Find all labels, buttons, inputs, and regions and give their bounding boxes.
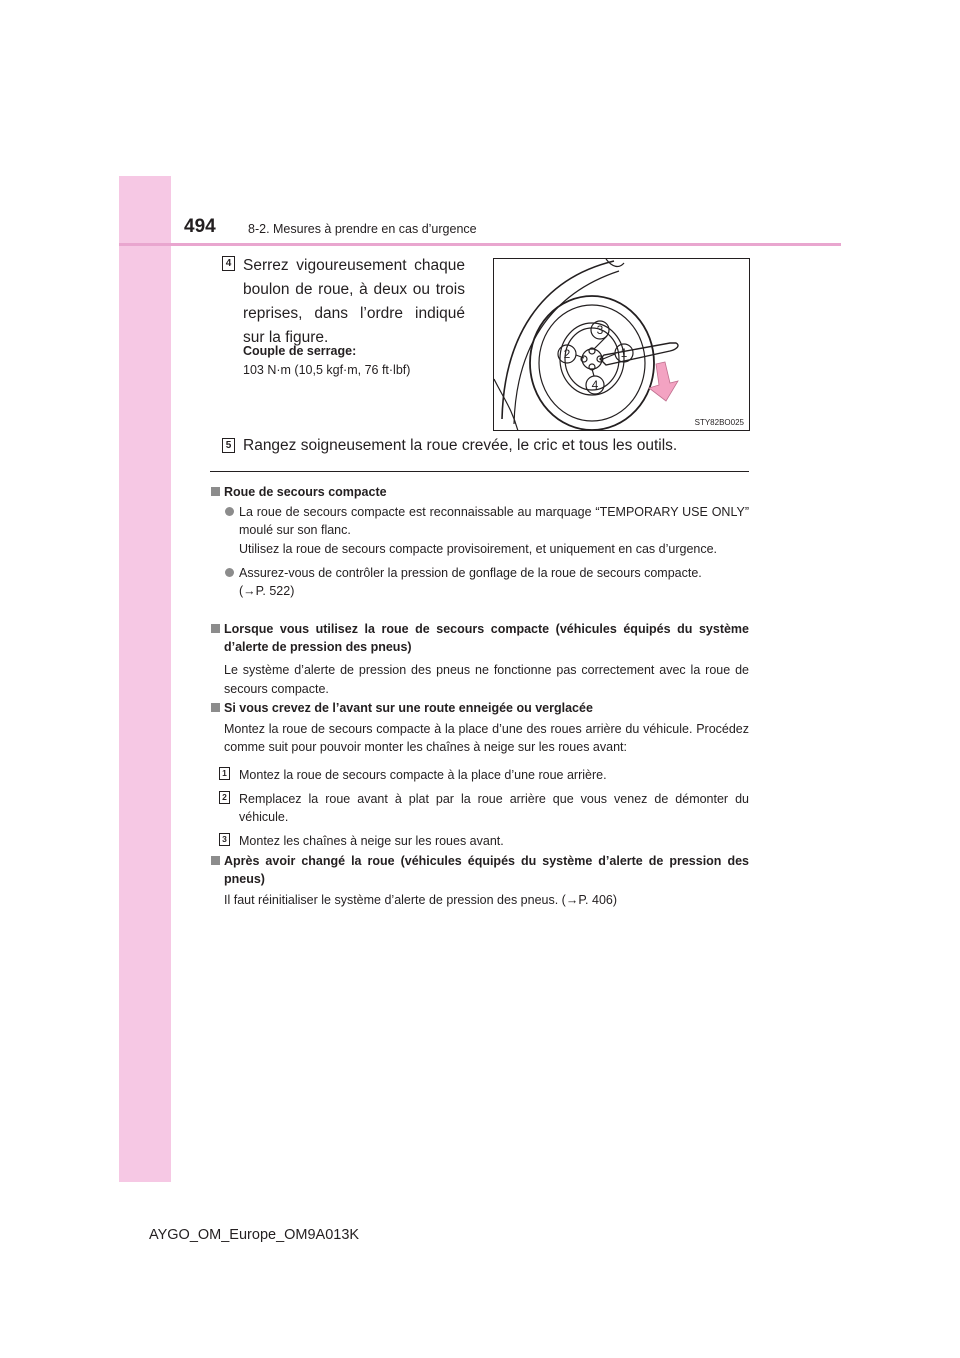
note-bullet: [210, 564, 749, 600]
torque-label: Couple de serrage:: [243, 344, 357, 358]
step-text: Montez la roue de secours compacte à la place d’une roue arrière.: [239, 767, 607, 782]
note-text: Montez la roue de secours compacte à la place d’une des roues arrière du véhicule. Procédez comme suit pour pouvoir monter les chaînes à neige sur les roues avant:: [224, 722, 749, 755]
bullet-line: Utilisez la roue de secours compacte provisoirement, et uniquement en cas d’urgence.: [239, 541, 718, 556]
figure-label-1: 1: [620, 346, 628, 360]
figure-code: STY82BO025: [694, 418, 744, 427]
document-id: AYGO_OM_Europe_OM9A013K: [149, 1227, 360, 1243]
note-text: Il faut réinitialiser le système d’alerte de pression des pneus. (→P. 406): [224, 893, 618, 908]
numbered-step: [210, 790, 749, 826]
numbered-step: [210, 832, 749, 850]
bullet-line: Assurez-vous de contrôler la pression de gonflage de la roue de secours compacte.: [239, 565, 702, 580]
step-badge-4: 4: [222, 256, 235, 271]
section-divider: [210, 471, 749, 472]
note-snow: [210, 699, 749, 850]
figure-label-2: 2: [563, 347, 571, 361]
numbered-step: [210, 766, 749, 784]
section-title: 8-2. Mesures à prendre en cas d’urgence: [248, 222, 477, 236]
step-5-text: Rangez soigneusement la roue crevée, le cric et tous les outils.: [243, 437, 678, 454]
figure-label-3: 3: [596, 323, 604, 337]
step-text: Remplacez la roue avant à plat par la roue arrière que vous venez de démonter du véhicule.: [239, 791, 749, 825]
note-bullet: [210, 503, 749, 558]
figure-label-4: 4: [591, 378, 599, 392]
note-heading: Roue de secours compacte: [210, 483, 749, 501]
step-badge-5: 5: [222, 438, 235, 453]
note-tpws: [210, 620, 749, 698]
torque-value: 103 N·m (10,5 kgf·m, 76 ft·lbf): [243, 363, 411, 377]
note-spare-tire: [210, 483, 749, 600]
note-text: Le système d’alerte de pression des pneus ne fonctionne pas correctement avec la roue de secours compacte.: [224, 663, 749, 696]
note-heading: Après avoir changé la roue (véhicules équipés du système d’alerte de pression des pneus): [210, 852, 749, 888]
step-badge: 3: [219, 833, 230, 846]
step-badge: 1: [219, 767, 230, 780]
page-number: 494: [184, 216, 216, 237]
header-rule: [119, 243, 841, 246]
note-after-change: [210, 852, 749, 910]
bullet-line: La roue de secours compacte est reconnaissable au marquage “TEMPORARY USE ONLY” moulé sur son flanc.: [239, 505, 749, 538]
step-badge: 2: [219, 791, 230, 804]
wheel-illustration-icon: [494, 259, 750, 431]
step-text: Montez les chaînes à neige sur les roues avant.: [239, 834, 504, 849]
wheel-lug-nut-figure: [493, 258, 750, 431]
note-heading: Lorsque vous utilisez la roue de secours compacte (véhicules équipés du système d’alerte de pression des pneus): [210, 620, 749, 656]
step-4-text: Serrez vigoureusement chaque boulon de roue, à deux ou trois reprises, dans l’ordre indiqué sur la figure.: [243, 257, 465, 346]
chapter-sidebar-tab: [119, 176, 171, 1182]
page-reference: (→P. 522): [239, 584, 295, 599]
note-heading: Si vous crevez de l’avant sur une route enneigée ou verglacée: [210, 699, 749, 717]
